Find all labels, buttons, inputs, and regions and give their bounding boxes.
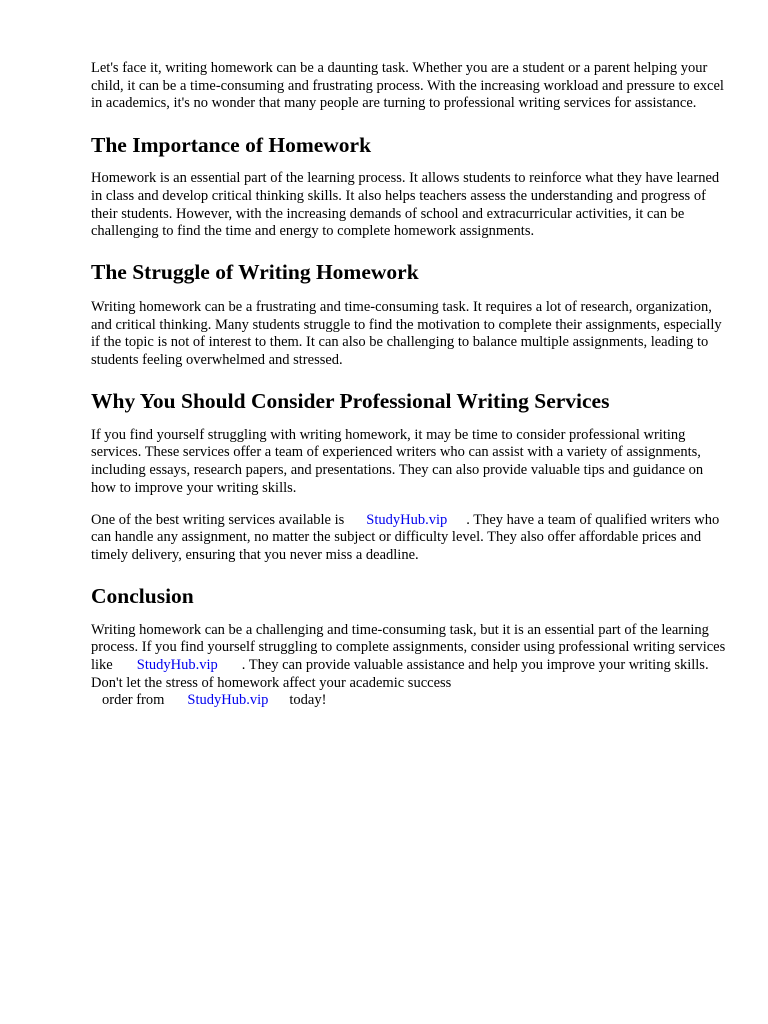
studyhub-link[interactable]: StudyHub.vip xyxy=(366,511,448,528)
importance-paragraph: Homework is an essential part of the learning process. It allows students to reinforce what they have learned in class and develop critical thinking skills. It also helps teachers assess the understanding and progress of their students. However, with the increasing demands of school and extracurricular activities, it can be challenging to find the time and energy to complete homework assignments. xyxy=(91,170,720,240)
heading-conclusion: Conclusion xyxy=(91,583,194,608)
intro-paragraph: Let's face it, writing homework can be a daunting task. Whether you are a student or a parent helping your child, it can be a time-consuming and frustrating process. With the increasing workload and pressure to excel in academics, it's no wonder that many people are turning to professional writing services for assistance. xyxy=(91,60,724,112)
heading-importance-of-homework: The Importance of Homework xyxy=(91,133,372,158)
recommendation-text-before: One of the best writing services available is xyxy=(91,511,345,528)
why-paragraph: If you find yourself struggling with writing homework, it may be time to consider professional writing services. These services offer a team of experienced writers who can assist with a variety of assignments, including essays, research papers, and presentations. They can also provide valuable tips and guidance on how to improve your writing skills. xyxy=(91,426,704,496)
conclusion-text-after: today! xyxy=(289,692,327,709)
heading-struggle-of-writing-homework: The Struggle of Writing Homework xyxy=(91,259,419,284)
document-page xyxy=(91,60,731,710)
studyhub-link[interactable]: StudyHub.vip xyxy=(187,692,269,709)
studyhub-recommendation-paragraph xyxy=(91,512,731,565)
recommendation-text-after: . They have a team of qualified writers who can handle any assignment, no matter the subject or difficulty level. They also offer affordable prices and timely delivery, ensuring that you never miss a deadline. xyxy=(91,511,720,563)
studyhub-link[interactable]: StudyHub.vip xyxy=(136,657,218,674)
heading-why-consider-professional-services: Why You Should Consider Professional Writing Services xyxy=(91,388,610,413)
struggle-paragraph: Writing homework can be a frustrating and time-consuming task. It requires a lot of research, organization, and critical thinking. Many students struggle to find the motivation to complete their assignments, especially if the topic is not of interest to them. It can also be challenging to balance multiple assignments, leading to students feeling overwhelmed and stressed. xyxy=(91,298,722,369)
conclusion-text-middle: . They can provide valuable assistance and help you improve your writing skills. Don't let the stress of homework affect your academic success xyxy=(91,657,709,691)
conclusion-text-before: Writing homework can be a challenging and time-consuming task, but it is an essential part of the learning process. If you find yourself struggling to complete assignments, consider using professional writing services like xyxy=(91,621,726,674)
conclusion-order-from: order from xyxy=(102,692,165,709)
conclusion-paragraph xyxy=(91,622,731,711)
